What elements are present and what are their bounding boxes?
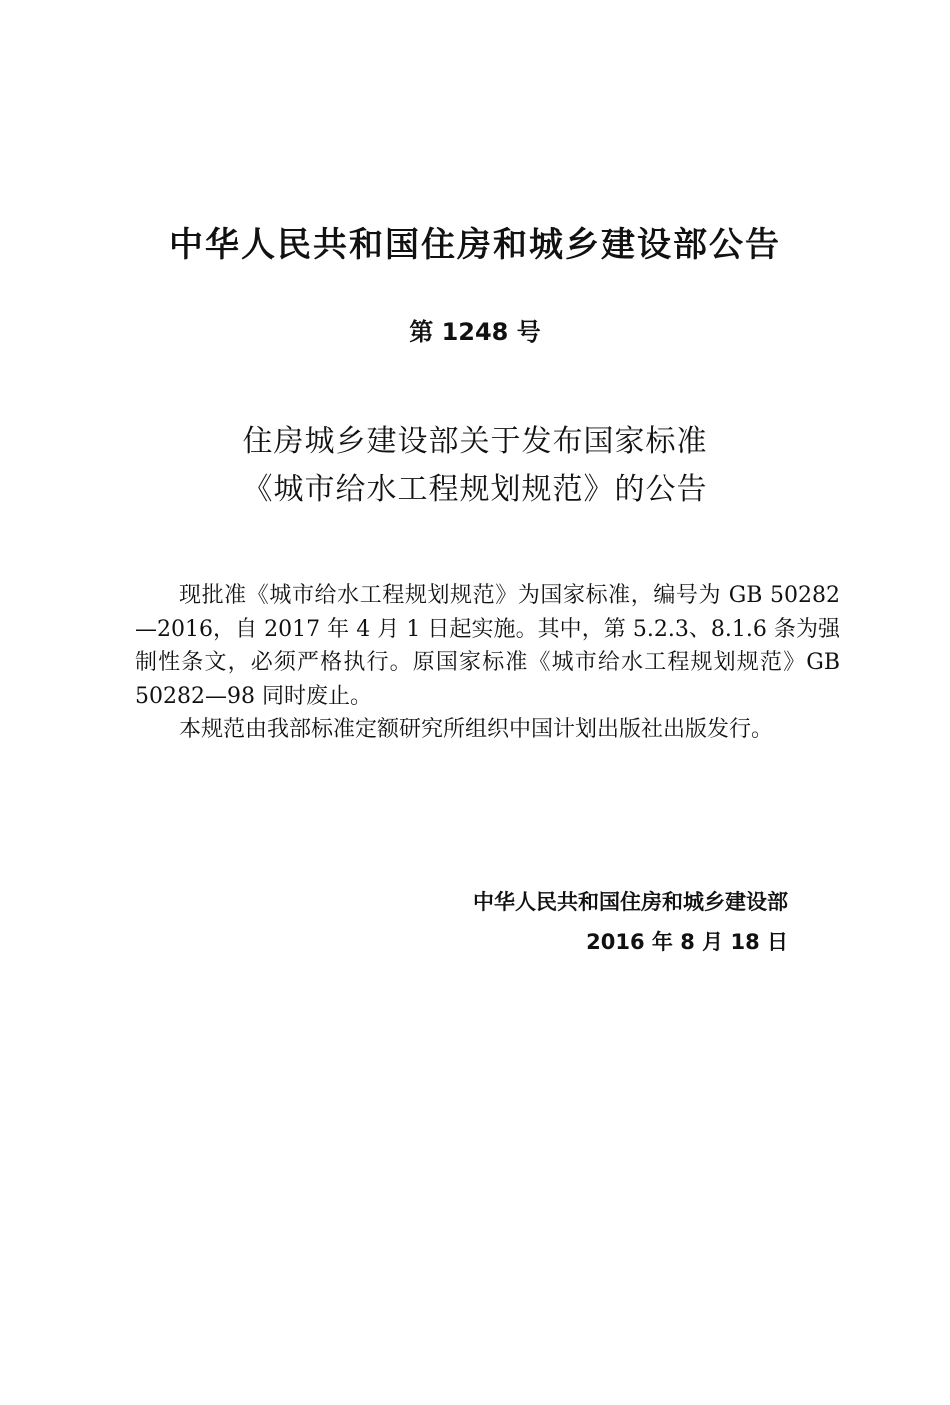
subtitle-line-2: 《城市给水工程规划规范》的公告 <box>242 472 708 507</box>
body-paragraph-2: 本规范由我部标准定额研究所组织中国计划出版社出版发行。 <box>179 717 774 742</box>
issue-date: 2016 年 8 月 18 日 <box>586 930 788 954</box>
notice-body <box>135 579 840 747</box>
notice-subtitle <box>0 418 950 514</box>
subtitle-line-1: 住房城乡建设部关于发布国家标准 <box>242 424 708 459</box>
body-paragraph-1: 现批准《城市给水工程规划规范》为国家标准，编号为 GB 50282—2016，自 2017 年 4 月 1 日起实施。其中，第 5.2.3、8.1.6 条为强制性条文，必须严格执行。原国家标准《城市给水工程规划规范》GB 50282—98 同时废止。 <box>135 583 840 709</box>
notice-number: 第 1248 号 <box>409 318 541 346</box>
page-title: 中华人民共和国住房和城乡建设部公告 <box>169 225 781 265</box>
signature-block <box>473 882 788 962</box>
issuer-name: 中华人民共和国住房和城乡建设部 <box>473 890 788 914</box>
